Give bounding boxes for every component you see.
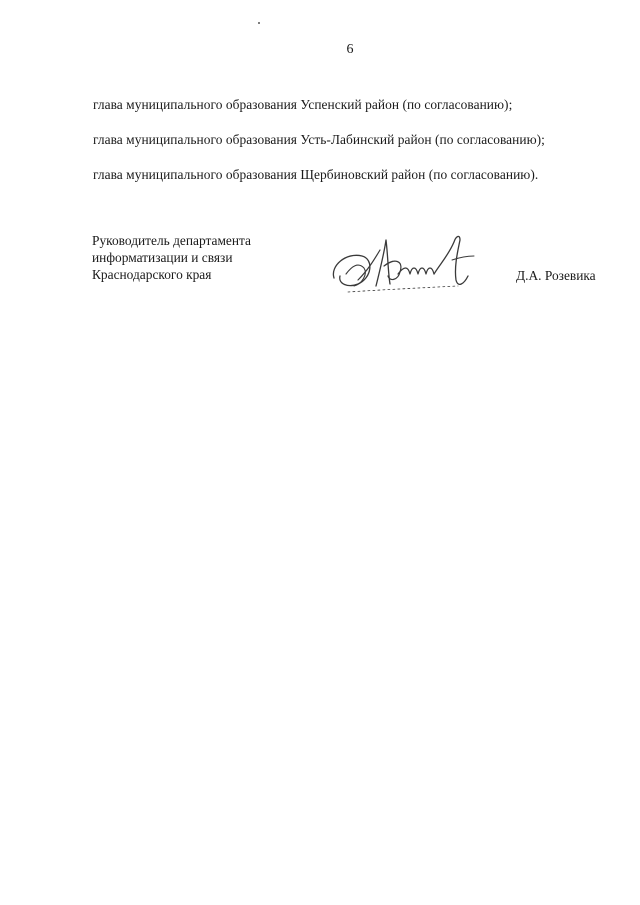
- signatory-position-line-1: Руководитель департамента: [92, 233, 251, 248]
- member-line-shcherbinovsky: глава муниципального образования Щербиновский район (по согласованию).: [93, 167, 539, 182]
- signatory-position-line-3: Краснодарского края: [92, 267, 212, 282]
- member-line-ust-labinsky: глава муниципального образования Усть-Лабинский район (по согласованию);: [93, 132, 545, 147]
- signatory-position-line-2: информатизации и связи: [92, 250, 233, 265]
- scan-speck: [258, 22, 260, 24]
- page-number: 6: [346, 42, 354, 57]
- signatory-name: Д.А. Розевика: [516, 268, 596, 283]
- handwritten-signature: [328, 226, 488, 304]
- member-line-uspensky: глава муниципального образования Успенский район (по согласованию);: [93, 97, 513, 112]
- signatory-position: [92, 232, 251, 283]
